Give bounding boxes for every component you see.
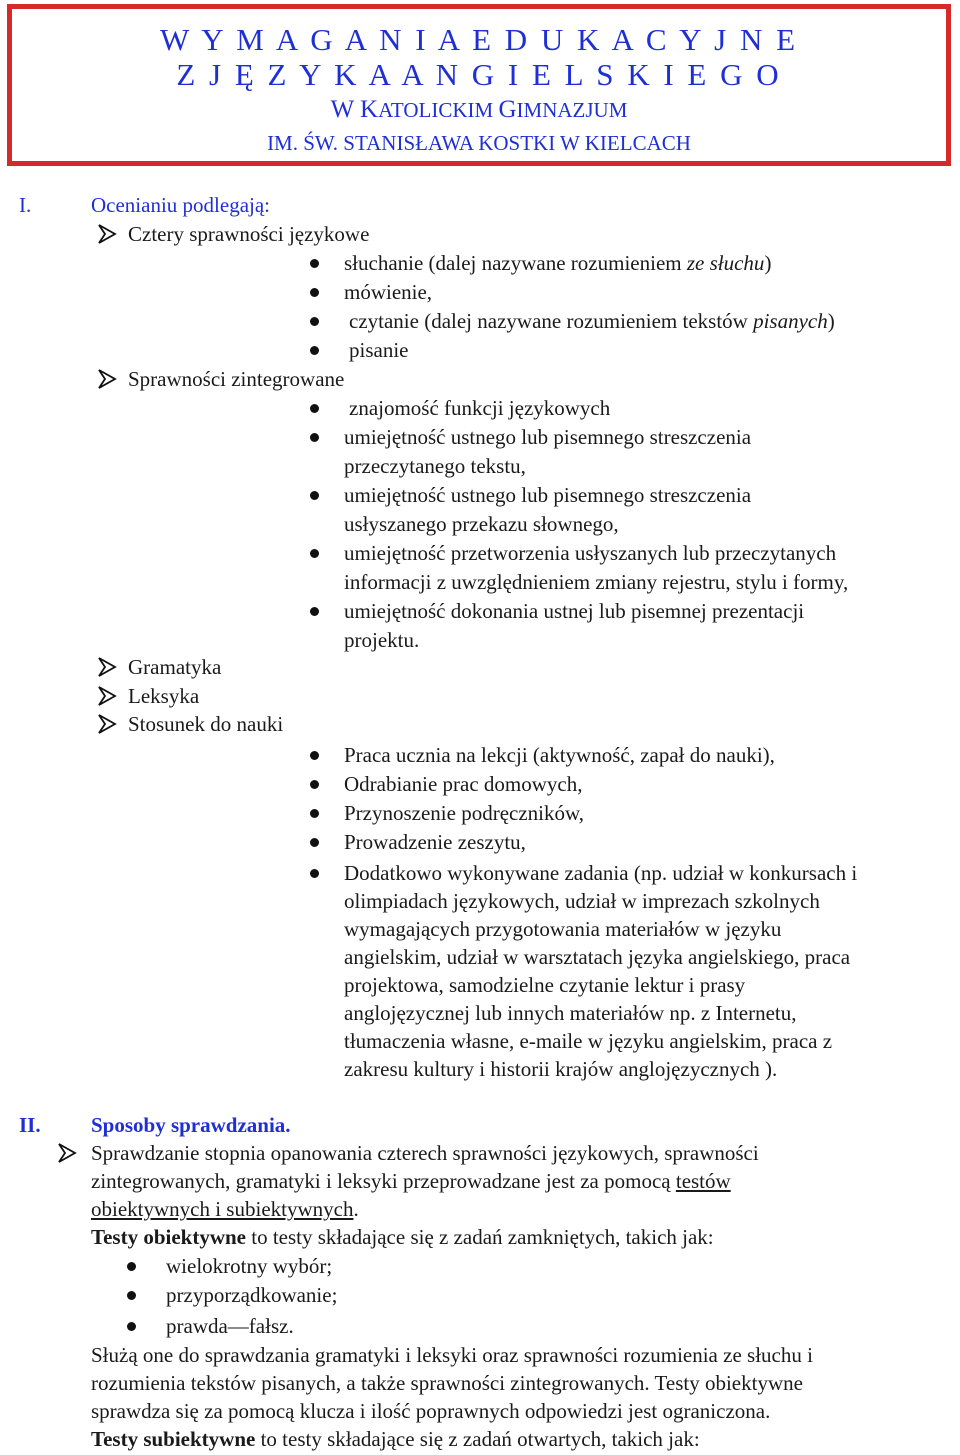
paragraph-line: obiektywnych i subiektywnych. [91, 1197, 359, 1221]
attitude-item-cont: anglojęzycznej lub innych materiałów np. z Internetu, [344, 1001, 797, 1025]
attitude-item: Przynoszenie podręczników, [344, 801, 585, 825]
bullet-dot-icon [310, 491, 319, 500]
integrated-item: umiejętność ustnego lub pisemnego streszczenia [344, 425, 752, 449]
paragraph-line: sprawdza się za pomocą klucza i ilość poprawnych odpowiedzi jest ograniczona. [91, 1399, 771, 1423]
header-title-line2: Z J Ę Z Y K A A N G I E L S K I E G O [176, 57, 782, 92]
attitude-item-cont: olimpiadach językowych, udział w imprezach szkolnych [344, 889, 820, 913]
paragraph-line: rozumienia tekstów pisanych, a także sprawności zintegrowanych. Testy obiektywne [91, 1371, 803, 1395]
attitude-item: Dodatkowo wykonywane zadania (np. udział w konkursach i [344, 861, 858, 885]
group-label: Leksyka [128, 684, 200, 708]
attitude-item: Prowadzenie zeszytu, [344, 830, 526, 854]
integrated-item: umiejętność ustnego lub pisemnego streszczenia [344, 483, 752, 507]
bullet-dot-icon [310, 549, 319, 558]
bullet-dot-icon [310, 346, 319, 355]
bullet-dot-icon [310, 433, 319, 442]
group-label: Cztery sprawności językowe [128, 222, 370, 246]
group-label: Sprawności zintegrowane [128, 367, 345, 391]
arrow-bullet-icon [96, 368, 118, 390]
arrow-bullet-icon [96, 223, 118, 245]
bullet-dot-icon [310, 288, 319, 297]
integrated-item-cont: usłyszanego przekazu słownego, [344, 512, 619, 536]
arrow-bullet-icon [96, 685, 118, 707]
section2-number: II. [19, 1113, 41, 1137]
attitude-item: Praca ucznia na lekcji (aktywność, zapał do nauki), [344, 743, 775, 767]
attitude-item-cont: wymagających przygotowania materiałów w języku [344, 917, 782, 941]
integrated-item: znajomość funkcji językowych [349, 396, 611, 420]
bullet-dot-icon [310, 404, 319, 413]
objective-item: wielokrotny wybór; [166, 1254, 333, 1278]
bullet-dot-icon [310, 838, 319, 847]
bullet-dot-icon [310, 317, 319, 326]
arrow-bullet-icon [96, 713, 118, 735]
objective-item: prawda—fałsz. [166, 1314, 294, 1338]
bullet-dot-icon [310, 259, 319, 268]
attitude-item-cont: tłumaczenia własne, e-maile w języku angielskim, praca z [344, 1029, 833, 1053]
header-title-line1: W Y M A G A N I A E D U K A C Y J N E [159, 22, 799, 57]
skill-item: pisanie [349, 338, 409, 362]
document-header [7, 4, 951, 166]
bullet-dot-icon [127, 1262, 136, 1271]
section1-title: Ocenianiu podlegają: [91, 193, 271, 217]
bullet-dot-icon [127, 1291, 136, 1300]
attitude-item-cont: angielskim, udział w warsztatach języka angielskiego, praca [344, 945, 851, 969]
attitude-item-cont: projektowa, samodzielne czytanie lektur i prasy [344, 973, 746, 997]
skill-item: słuchanie (dalej nazywane rozumieniem ze słuchu) [344, 251, 772, 275]
integrated-item: umiejętność dokonania ustnej lub pisemnej prezentacji [344, 599, 805, 623]
skill-item: czytanie (dalej nazywane rozumieniem tekstów pisanych) [349, 309, 835, 333]
integrated-item-cont: projektu. [344, 628, 420, 652]
bullet-dot-icon [310, 809, 319, 818]
group-label: Gramatyka [128, 655, 222, 679]
bullet-dot-icon [310, 780, 319, 789]
integrated-item: umiejętność przetworzenia usłyszanych lub przeczytanych [344, 541, 837, 565]
bullet-dot-icon [127, 1322, 136, 1331]
subjective-tests-intro: Testy subiektywne to testy składające się z zadań otwartych, takich jak: [91, 1427, 700, 1451]
group-label: Stosunek do nauki [128, 712, 284, 736]
section1-number: I. [19, 193, 32, 217]
integrated-item-cont: informacji z uwzględnieniem zmiany rejestru, stylu i formy, [344, 570, 849, 594]
paragraph-line: zintegrowanych, gramatyki i leksyki przeprowadzane jest za pomocą testów [91, 1169, 731, 1193]
paragraph-line: Służą one do sprawdzania gramatyki i leksyki oraz sprawności rozumienia ze słuchu i [91, 1343, 813, 1367]
skill-item: mówienie, [344, 280, 433, 304]
attitude-item-cont: zakresu kultury i historii krajów anglojęzycznych ). [344, 1057, 778, 1081]
integrated-item-cont: przeczytanego tekstu, [344, 454, 526, 478]
objective-tests-intro: Testy obiektywne to testy składające się z zadań zamkniętych, takich jak: [91, 1225, 714, 1249]
bullet-dot-icon [310, 607, 319, 616]
objective-item: przyporządkowanie; [166, 1283, 338, 1307]
attitude-item: Odrabianie prac domowych, [344, 772, 583, 796]
arrow-bullet-icon [56, 1142, 78, 1164]
header-school-line2: IM. ŚW. STANISŁAWA KOSTKI W KIELCACH [267, 131, 691, 155]
bullet-dot-icon [310, 869, 319, 878]
bullet-dot-icon [310, 751, 319, 760]
header-school-line1: W KATOLICKIM GIMNAZJUM [330, 96, 628, 123]
section2-title: Sposoby sprawdzania. [91, 1113, 291, 1137]
paragraph-line: Sprawdzanie stopnia opanowania czterech sprawności językowych, sprawności [91, 1141, 759, 1165]
arrow-bullet-icon [96, 656, 118, 678]
